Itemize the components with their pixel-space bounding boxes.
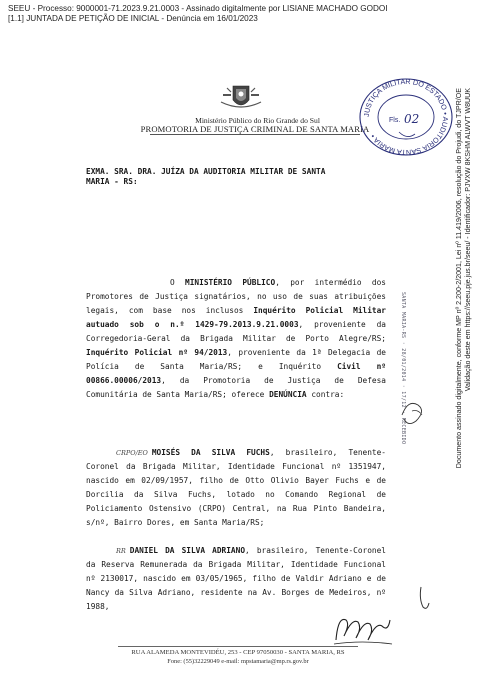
defendant-2-name: DANIEL DA SILVA ADRIANO: [129, 546, 246, 555]
ipm-ref: Inquérito Policial Militar autuado sob o n.º 1429-79.2013.9.21.0003: [86, 306, 386, 329]
defendant-1: [86, 446, 386, 530]
header-line-1: SEEU - Processo: 9000001-71.2023.9.21.0003 - Assinado digitalmente por LISIANE MACHADO GODOI: [8, 4, 388, 13]
defendant-2: [86, 544, 386, 614]
signature-notice: Documento assinado digitalmente, conforme MP nº 2.200-2/2001, Lei nº 11.419/2006, resolução do Projudi, do TJPR/OE: [455, 88, 463, 469]
footer-contact: Fone: (55)32229049 e-mail: mpstamaria@mp.rs.gov.br: [167, 658, 309, 665]
mp-name: MINISTÉRIO PÚBLICO: [185, 278, 276, 287]
coat-of-arms-icon: [219, 82, 263, 114]
letterhead-divider: [150, 134, 360, 135]
organization-name: Ministério Público do Rio Grande do Sul: [195, 116, 320, 125]
stamp-fls-label: Fls.: [389, 117, 401, 124]
signature: [332, 610, 394, 650]
system-header: [8, 4, 388, 24]
defendant-1-annotation: CRPO/EO: [116, 449, 148, 457]
civil-ref: Civil nº 00866.00006/2013: [86, 362, 386, 385]
addressee-line-1: EXMA. SRA. DRA. JUÍZA DA AUDITORIA MILITAR DE SANTA: [86, 167, 326, 176]
footer-divider: [118, 646, 358, 647]
court-stamp: [355, 76, 457, 158]
validation-notice: Validação deste em https://seeu.pje.jus.br/seeu/ - Identificador: PJVXW 8KSHM ALWVT W8UUK: [464, 88, 472, 392]
defendant-1-details: , brasileiro, Tenente-Coronel da Brigada Militar, Identidade Funcional nº 1351947, nascido em 02/09/1957, filho de Otto Olivio Bayer Fuchs e de Dorcilia da Silva Fuchs, lotado no Comando Regional de Policiamento Ostensivo (CRPO) Central, na Rua Pinto Bandeira, s/nº, Bairro Dores, em Santa Maria/RS;: [86, 448, 387, 527]
defendant-1-name: MOISÉS DA SILVA FUCHS: [151, 448, 270, 457]
stamp-fls-number: 02: [404, 112, 420, 126]
intro-paragraph: O MINISTÉRIO PÚBLICO, por intermédio dos Promotores de Justiça signatários, no uso de suas atribuições legais, com base nos inclusos Inquérito Policial Militar autuado sob o n.º 1429-79.2013.9.21.0003, proveniente da Corregedoria-Geral da Brigada Militar de Porto Alegre/RS; Inquérito Policial nº 94/2013, proveniente da 1ª Delegacia de Polícia de Santa Maria/RS; e Inquérito Civil nº 00866.00006/2013, da Promotoria de Justiça de Defesa Comunitária de Santa Maria/RS; oferece DENÚNCIA contra:: [86, 278, 387, 399]
footer-address: RUA ALAMEDA MONTEVIDÉU, 253 - CEP 97050030 - SANTA MARIA, RS: [131, 649, 345, 656]
promotoria-name: PROMOTORIA DE JUSTIÇA CRIMINAL DE SANTA MARIA: [140, 124, 370, 134]
handwritten-stroke: [415, 585, 433, 615]
denuncia-label: DENÚNCIA: [269, 390, 307, 399]
ip-ref: Inquérito Policial nº 94/2013: [86, 348, 228, 357]
defendant-2-annotation: RR: [116, 547, 126, 555]
receipt-imprint: SANTA MARIA-RS · 28/01/2014 · 17/12 · RECEBIDO: [400, 292, 406, 445]
addressee: [86, 167, 376, 187]
header-line-2: [1.1] JUNTADA DE PETIÇÃO DE INICIAL - Denúncia em 16/01/2023: [8, 14, 258, 23]
stamp-text: JUSTIÇA MILITAR DO ESTADO • AUDITORIA SANTA MARIA •: [361, 76, 451, 158]
addressee-line-2: MARIA - RS:: [86, 177, 138, 186]
defendant-2-details: , brasileiro, Tenente-Coronel da Reserva Remunerada da Brigada Militar, Identidade Funcional nº 2130017, nascido em 03/05/1965, filho de Valdir Adriano e de Nancy da Silva Adriano, residente na Av. Borges de Medeiros, nº 1988,: [86, 546, 386, 611]
handwritten-mark: [398, 395, 432, 431]
